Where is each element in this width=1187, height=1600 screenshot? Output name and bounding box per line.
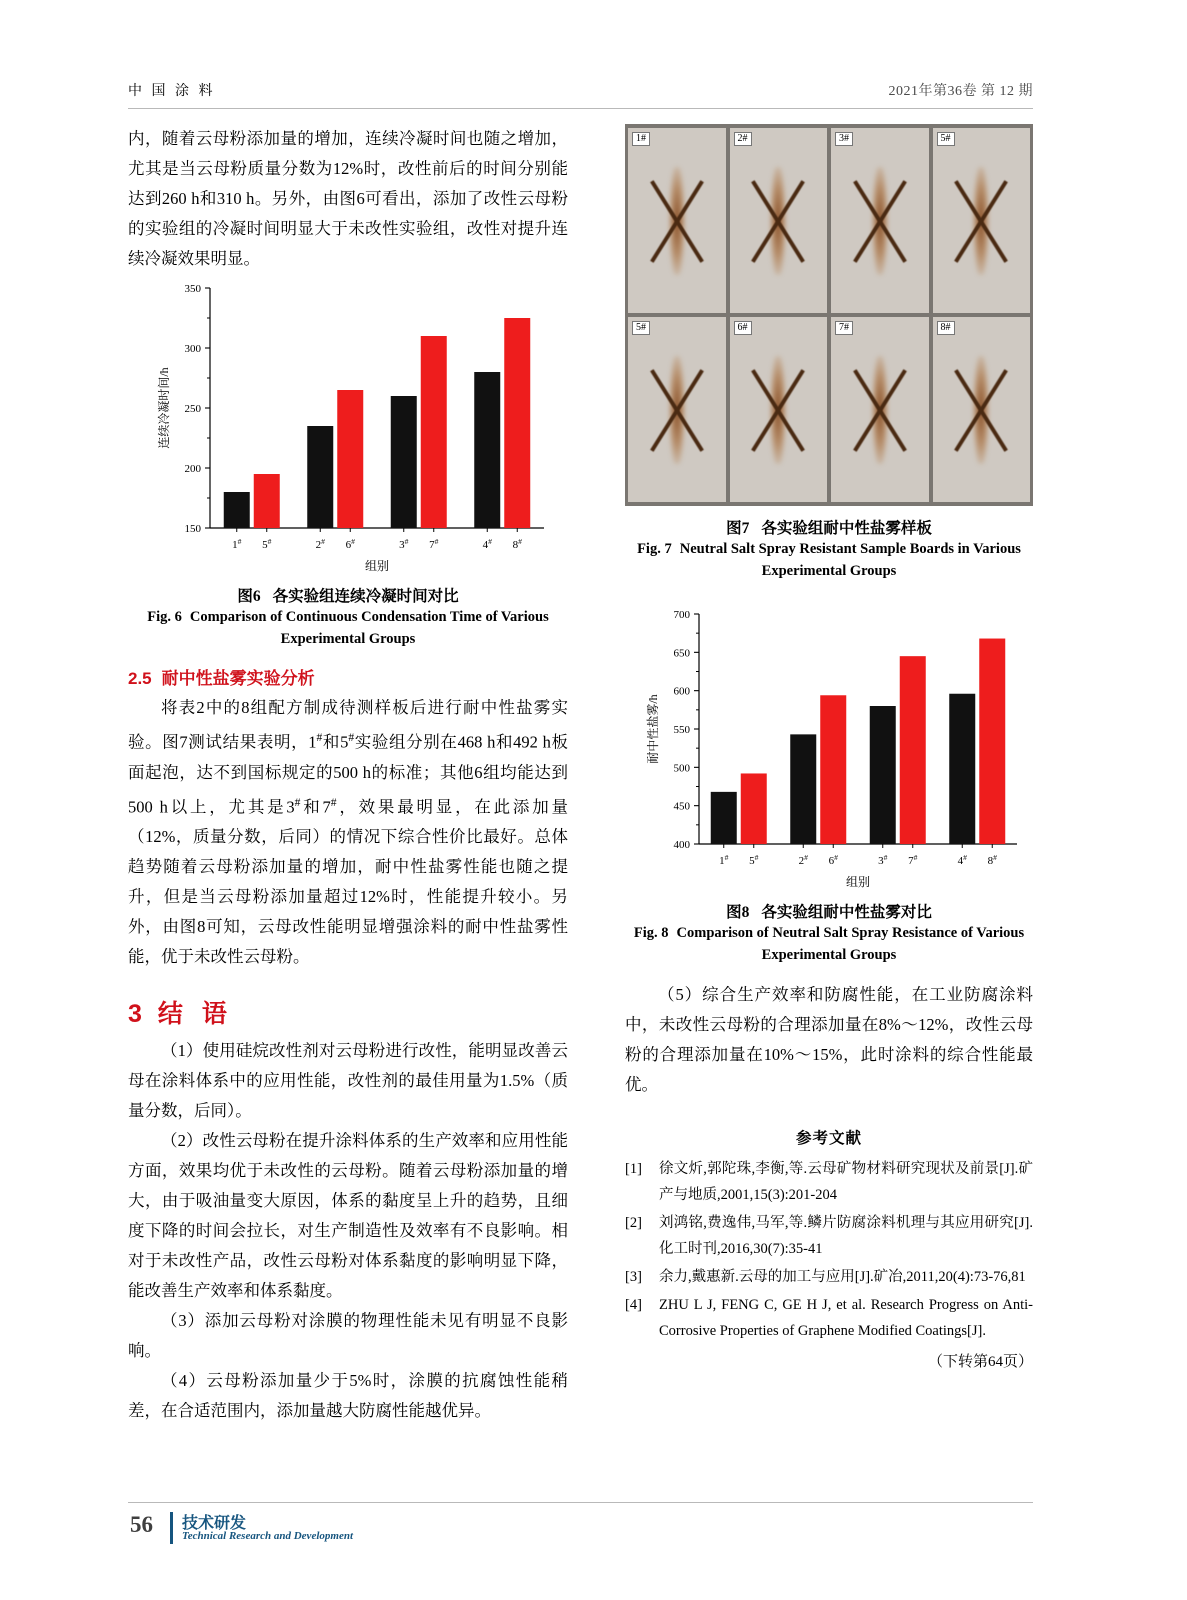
figure-8-text-cn: 各实验组耐中性盐雾对比 — [761, 904, 932, 921]
svg-text:1#: 1# — [232, 537, 242, 551]
sample-board-panel — [730, 317, 828, 502]
figure-6-label-cn: 图6 — [237, 588, 261, 605]
svg-text:4#: 4# — [957, 853, 967, 867]
figure-6-label-en: Fig. 6 — [147, 609, 182, 625]
svg-text:7#: 7# — [908, 853, 918, 867]
figure-8-caption-en — [625, 922, 1033, 966]
svg-text:200: 200 — [184, 463, 201, 475]
svg-text:150: 150 — [184, 523, 201, 535]
section-2-5-number: 2.5 — [128, 669, 152, 688]
reference-item — [625, 1210, 1033, 1262]
section-3-number: 3 — [128, 1000, 142, 1028]
issue-info: 2021年第36卷 第 12 期 — [888, 84, 1033, 99]
reference-text: 徐文炘,郭陀珠,李衡,等.云母矿物材料研究现状及前景[J].矿产与地质,2001,15(3):201-204 — [659, 1161, 1033, 1203]
panel-tag: 1# — [632, 132, 650, 146]
svg-text:组别: 组别 — [364, 559, 390, 573]
figure-7-caption-cn — [625, 516, 1033, 538]
figure-7-text-en: Neutral Salt Spray Resistant Sample Boards in Various Experimental Groups — [679, 541, 1021, 579]
conclusion-4: （4）云母粉添加量少于5%时，涂膜的抗腐蚀性能稍差，在合适范围内，添加量越大防腐性能越优异。 — [128, 1371, 568, 1420]
conclusion-3: （3）添加云母粉对涂膜的物理性能未见有明显不良影响。 — [128, 1311, 568, 1360]
footer-accent-bar — [170, 1512, 173, 1544]
paragraph-continued: 内，随着云母粉添加量的增加，连续冷凝时间也随之增加，尤其是当云母粉质量分数为12%时，改性前后的时间分别能达到260 h和310 h。另外，由图6可看出，添加了改性云母粉的实验组的冷凝时间明显大于未改性实验组，改性对提升连续冷凝效果明显。 — [128, 129, 568, 268]
reference-item — [625, 1292, 1033, 1344]
svg-text:600: 600 — [673, 685, 690, 698]
sample-board-panel — [933, 317, 1031, 502]
svg-text:4#: 4# — [482, 537, 492, 551]
sample-board-panel — [730, 128, 828, 313]
reference-number: [2] — [625, 1215, 642, 1231]
svg-text:6#: 6# — [828, 853, 838, 867]
reference-number: [1] — [625, 1161, 642, 1177]
paragraph-salt-spray: 将表2中的8组配方制成待测样板后进行耐中性盐雾实验。图7测试结果表明，1#和5#实验组分别在468 h和492 h板面起泡，达不到国标规定的500 h的标准；其他6组均能达到500 h以上，尤其是3#和7#，效果最明显，在此添加量（12%，质量分数，后同）的情况下综合性价比最好。总体趋势随着云母粉添加量的增加，耐中性盐雾性能也随之提升，但是当云母粉添加量超过12%时，性能提升较小。另外，由图8可知，云母改性能明显增强涂料的耐中性盐雾性能，优于未改性云母粉。 — [128, 698, 569, 966]
svg-text:5#: 5# — [749, 853, 759, 867]
reference-item — [625, 1264, 1033, 1290]
footer-section-cn: 技术研发 — [182, 1515, 247, 1532]
reference-item — [625, 1156, 1033, 1208]
page-footer — [128, 1502, 1033, 1548]
svg-text:7#: 7# — [429, 537, 439, 551]
conclusion-1: （1）使用硅烷改性剂对云母粉进行改性，能明显改善云母在涂料体系中的应用性能，改性剂的最佳用量为1.5%（质量分数，后同）。 — [128, 1041, 568, 1120]
svg-text:350: 350 — [184, 283, 201, 295]
svg-text:连续冷凝时间/h: 连续冷凝时间/h — [157, 367, 171, 449]
section-3-title: 结 语 — [157, 1000, 233, 1028]
sample-board-panel — [831, 128, 929, 313]
section-2-5-heading — [128, 664, 568, 689]
svg-text:250: 250 — [184, 403, 201, 415]
left-column — [128, 124, 568, 1426]
figure-8-label-en: Fig. 8 — [633, 925, 669, 941]
figure-8 — [625, 600, 1033, 966]
svg-text:1#: 1# — [719, 853, 729, 867]
page-number: 56 — [130, 1512, 153, 1537]
svg-text:3#: 3# — [399, 537, 409, 551]
figure-8-caption-cn — [625, 900, 1033, 922]
figure-8-text-en: Comparison of Neutral Salt Spray Resistance of Various Experimental Groups — [676, 925, 1025, 963]
conclusion-5: （5）综合生产效率和防腐性能，在工业防腐涂料中，未改性云母粉的合理添加量在8%～12%，改性云母粉的合理添加量在10%～15%，此时涂料的综合性能最优。 — [625, 985, 1033, 1094]
footer-divider — [128, 1502, 1033, 1503]
page-header — [128, 80, 1033, 109]
figure-8-chart — [629, 600, 1029, 890]
continued-note: （下转第64页） — [927, 1354, 1033, 1370]
reference-text: 余力,戴惠新.云母的加工与应用[J].矿冶,2011,20(4):73-76,81 — [659, 1269, 1026, 1285]
figure-6 — [128, 274, 568, 650]
svg-text:500: 500 — [673, 762, 690, 775]
svg-text:450: 450 — [673, 800, 690, 813]
references-title: 参考文献 — [795, 1130, 862, 1147]
svg-text:耐中性盐雾/h: 耐中性盐雾/h — [646, 694, 660, 764]
svg-text:650: 650 — [673, 647, 690, 660]
svg-text:2#: 2# — [798, 853, 808, 867]
figure-7-label-en: Fig. 7 — [637, 541, 672, 557]
figure-7-row-top — [628, 128, 1030, 313]
svg-text:8#: 8# — [512, 537, 522, 551]
figure-6-text-en: Comparison of Continuous Condensation Time of Various Experimental Groups — [189, 609, 549, 647]
svg-text:8#: 8# — [987, 853, 997, 867]
right-column — [625, 124, 1033, 1371]
panel-tag: 2# — [734, 132, 752, 146]
svg-text:400: 400 — [673, 839, 690, 851]
figure-6-text-cn: 各实验组连续冷凝时间对比 — [272, 588, 459, 605]
figure-7-photo-grid — [625, 124, 1033, 506]
panel-tag: 5# — [937, 132, 955, 146]
journal-name: 中 国 涂 料 — [128, 84, 216, 99]
figure-8-label-cn: 图8 — [726, 904, 750, 921]
reference-number: [3] — [625, 1269, 642, 1285]
svg-text:3#: 3# — [878, 853, 888, 867]
figure-6-caption-en — [128, 606, 568, 650]
sample-board-panel — [628, 128, 726, 313]
svg-text:700: 700 — [673, 609, 690, 621]
figure-7-text-cn: 各实验组耐中性盐雾样板 — [761, 520, 932, 537]
section-3-heading — [128, 994, 568, 1030]
svg-text:5#: 5# — [262, 537, 272, 551]
sample-board-panel — [933, 128, 1031, 313]
reference-number: [4] — [625, 1297, 642, 1313]
svg-text:6#: 6# — [345, 537, 355, 551]
conclusion-2: （2）改性云母粉在提升涂料体系的生产效率和应用性能方面，效果均优于未改性的云母粉。随着云母粉添加量的增大，由于吸油量变大原因，体系的黏度呈上升的趋势，且细度下降的时间会拉长，对生产制造性及效率有不良影响。相对于未改性产品，改性云母粉对体系黏度的影响明显下降，能改善生产效率和体系黏度。 — [128, 1131, 568, 1300]
sample-board-panel — [831, 317, 929, 502]
reference-text: 刘鸿铭,费逸伟,马军,等.鳞片防腐涂料机理与其应用研究[J].化工时刊,2016,30(7):35-41 — [659, 1215, 1033, 1257]
panel-tag: 5# — [632, 321, 650, 335]
svg-text:550: 550 — [673, 724, 690, 736]
figure-7-caption-en — [625, 538, 1033, 582]
panel-tag: 8# — [937, 321, 955, 335]
panel-tag: 6# — [734, 321, 752, 335]
figure-6-chart — [138, 274, 558, 574]
panel-tag: 7# — [835, 321, 853, 335]
section-2-5-title: 耐中性盐雾实验分析 — [161, 669, 315, 688]
figure-7-row-bottom — [628, 317, 1030, 502]
sample-board-panel — [628, 317, 726, 502]
reference-text: ZHU L J, FENG C, GE H J, et al. Research Progress on Anti-Corrosive Properties of Graphene Modified Coatings[J]. — [659, 1297, 1033, 1339]
figure-7-label-cn: 图7 — [726, 520, 750, 537]
footer-section-en: Technical Research and Development — [182, 1530, 353, 1542]
svg-text:300: 300 — [184, 343, 201, 355]
panel-tag: 3# — [835, 132, 853, 146]
svg-text:2#: 2# — [315, 537, 325, 551]
figure-6-caption-cn — [128, 584, 568, 606]
svg-text:组别: 组别 — [845, 875, 871, 889]
